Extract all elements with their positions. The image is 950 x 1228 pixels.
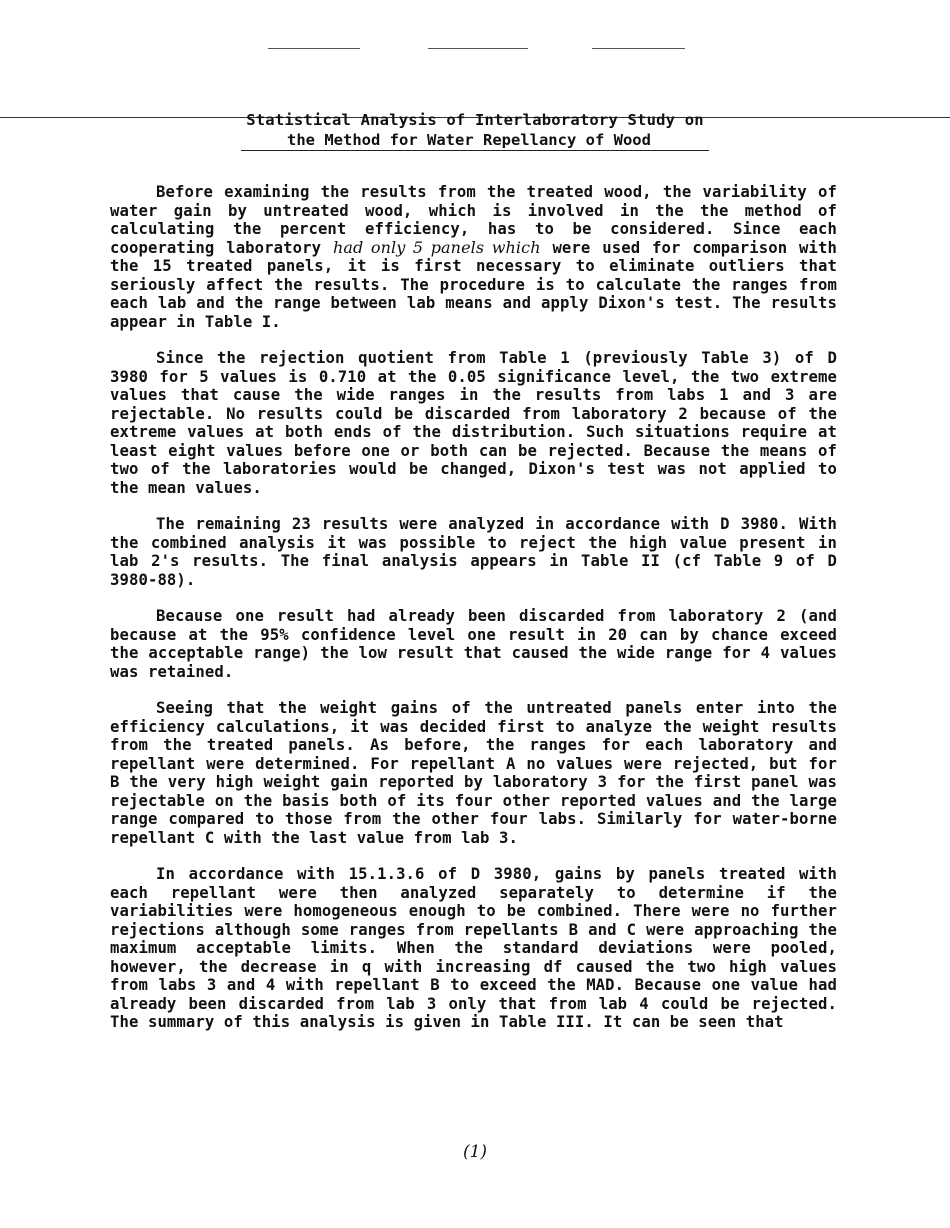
title-line-2: the Method for Water Repellancy of Wood bbox=[241, 131, 709, 151]
paragraph-4: Because one result had already been discarded from laboratory 2 (and because at the 95% confidence level one result in 20 can by chance exceed the acceptable range) the low result that caused the wide range for 4 values was retained. bbox=[110, 607, 837, 681]
document-title bbox=[0, 110, 950, 151]
header-marks bbox=[0, 48, 950, 54]
paragraph-2: Since the rejection quotient from Table 1 (previously Table 3) of D 3980 for 5 values is 0.710 at the 0.05 significance level, the two extreme values that cause the wide ranges in the results from labs 1 and 3 are rejectable. No results could be discarded from laboratory 2 because of the extreme values at both ends of the distribution. Such situations require at least eight values before one or both can be rejected. Because the means of two of the laboratories would be changed, Dixon's test was not applied to the mean values. bbox=[110, 349, 837, 497]
page-number: (1) bbox=[462, 1142, 488, 1162]
title-line-1: Statistical Analysis of Interlaboratory Study on bbox=[246, 111, 704, 129]
paragraph-1 bbox=[110, 183, 837, 331]
header-mark bbox=[592, 48, 685, 49]
document-body bbox=[110, 183, 837, 1050]
paragraph-1-text-end: were used for comparison with the 15 treated panels, it is first necessary to eliminate outliers that seriously affect the results. The procedure is to calculate the ranges from each lab and the range between lab means and apply Dixon's test. The results appear in Table I. bbox=[110, 238, 837, 331]
paragraph-5: Seeing that the weight gains of the untreated panels enter into the efficiency calculations, it was decided first to analyze the weight results from the treated panels. As before, the ranges for each laboratory and repellant were determined. For repellant A no values were rejected, but for B the very high weight gain reported by laboratory 3 for the first panel was rejectable on the basis both of its four other reported values and the large range compared to those from the other four labs. Similarly for water-borne repellant C with the last value from lab 3. bbox=[110, 699, 837, 847]
paragraph-3: The remaining 23 results were analyzed in accordance with D 3980. With the combined analysis it was possible to reject the high value present in lab 2's results. The final analysis appears in Table II (cf Table 9 of D 3980-88). bbox=[110, 515, 837, 589]
handwritten-insertion: had only 5 panels which bbox=[332, 237, 541, 257]
paragraph-6: In accordance with 15.1.3.6 of D 3980, gains by panels treated with each repellant were then analyzed separately to determine if the variabilities were homogeneous enough to be combined. There were no further rejections although some ranges from repellants B and C were approaching the maximum acceptable limits. When the standard deviations were pooled, however, the decrease in q with increasing df caused the two high values from labs 3 and 4 with repellant B to exceed the MAD. Because one value had already been discarded from lab 3 only that from lab 4 could be rejected. The summary of this analysis is given in Table III. It can be seen that bbox=[110, 865, 837, 1031]
header-mark bbox=[428, 48, 528, 49]
header-mark bbox=[268, 48, 360, 49]
paragraph-1-text-start: Before examining the results from the treated wood, the variability of water gain by untreated wood, which is involved in the the method of calculating the percent efficiency, has to be considered. Since each cooperating laboratory bbox=[110, 183, 837, 257]
